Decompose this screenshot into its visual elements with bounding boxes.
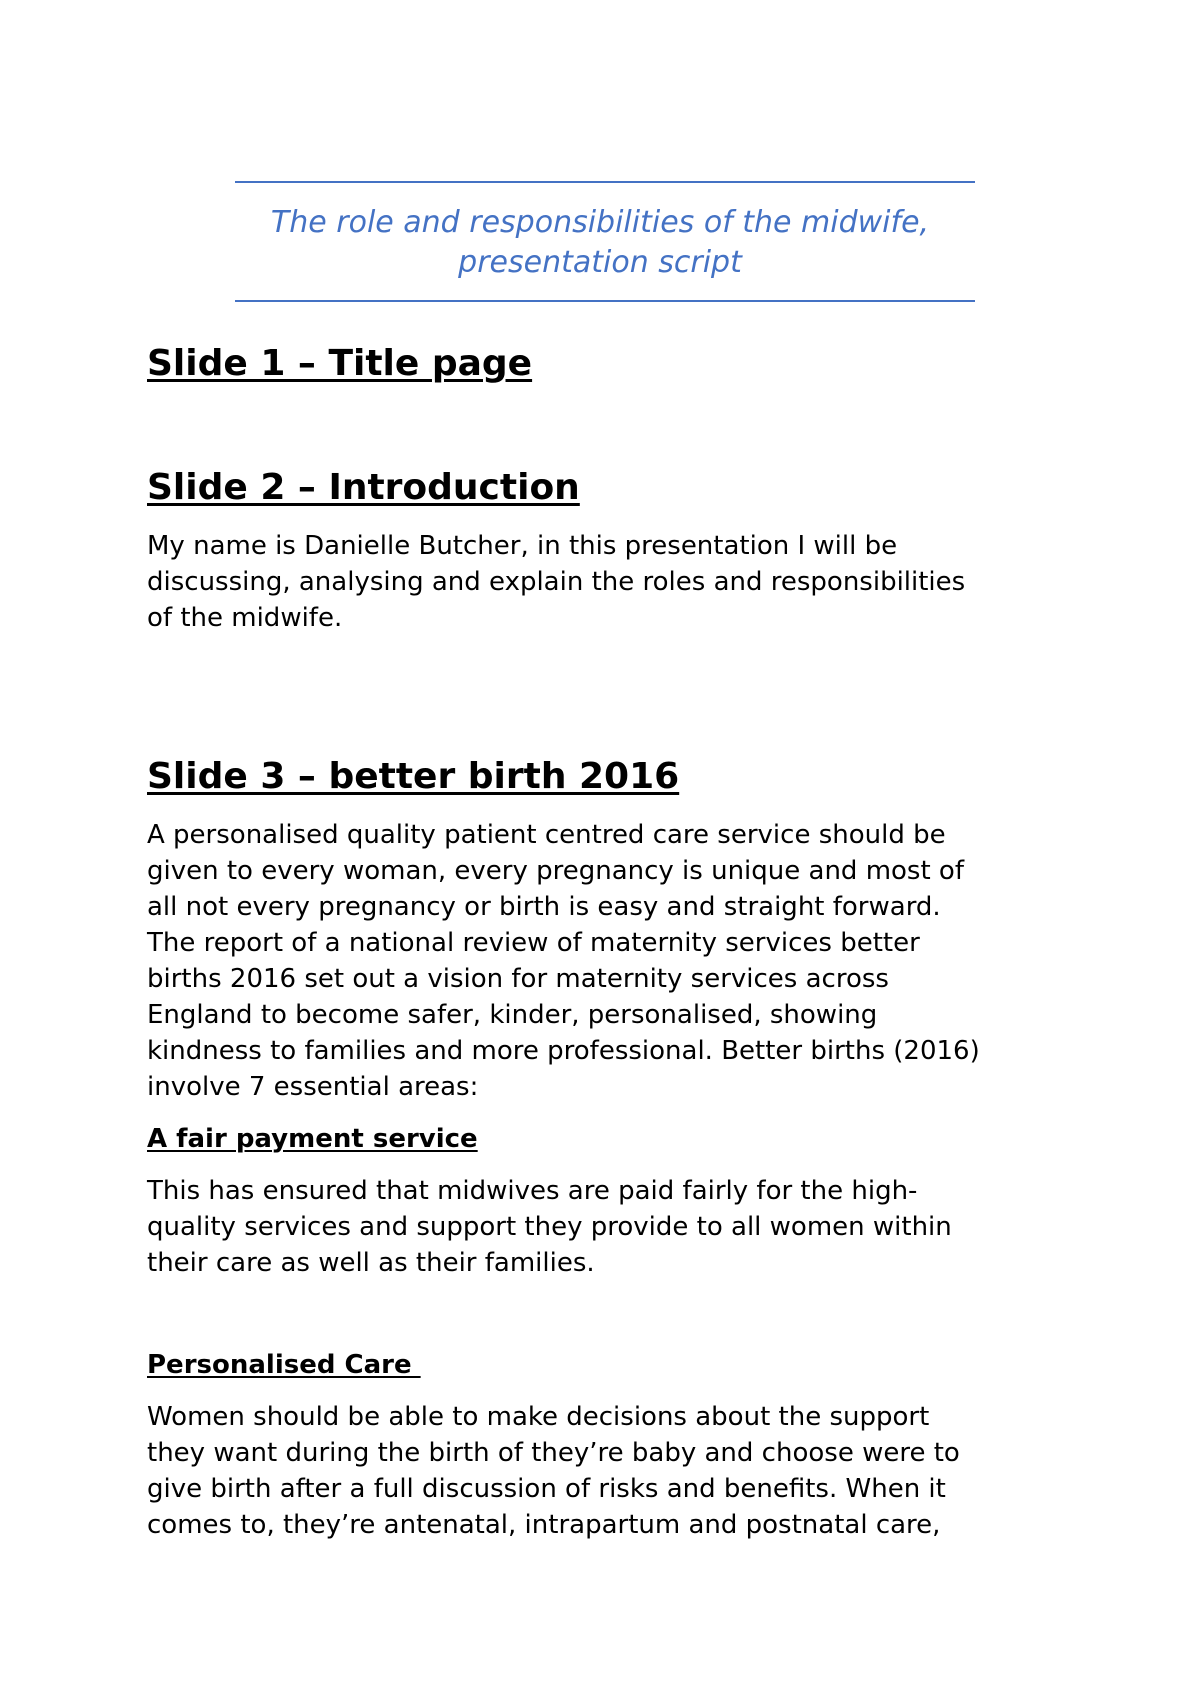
- slide-3-text-line: kindness to families and more professional. Better births (2016): [147, 1036, 980, 1066]
- fair-payment-heading: A fair payment service: [147, 1124, 478, 1154]
- title-bottom-rule: [235, 300, 975, 302]
- fair-payment-text-line: This has ensured that midwives are paid fairly for the high-: [147, 1176, 918, 1206]
- personalised-care-text-line: they want during the birth of they’re baby and choose were to: [147, 1438, 960, 1468]
- slide-3-text-line: all not every pregnancy or birth is easy and straight forward.: [147, 892, 941, 922]
- slide-3-text-line: births 2016 set out a vision for maternity services across: [147, 964, 889, 994]
- slide-1-heading: Slide 1 – Title page: [147, 343, 533, 384]
- document-title-line-2: presentation script: [458, 245, 742, 280]
- slide-3-text-line: involve 7 essential areas:: [147, 1072, 479, 1102]
- personalised-care-text-line: comes to, they’re antenatal, intrapartum and postnatal care,: [147, 1510, 941, 1540]
- personalised-care-text-line: give birth after a full discussion of risks and benefits. When it: [147, 1474, 946, 1504]
- slide-3-text-line: The report of a national review of maternity services better: [147, 928, 920, 958]
- slide-3-text-line: England to become safer, kinder, personalised, showing: [147, 1000, 878, 1030]
- slide-2-text-line: My name is Danielle Butcher, in this presentation I will be: [147, 531, 898, 561]
- fair-payment-text-line: their care as well as their families.: [147, 1248, 595, 1278]
- fair-payment-text-line: quality services and support they provide to all women within: [147, 1212, 952, 1242]
- slide-2-text-line: discussing, analysing and explain the roles and responsibilities: [147, 567, 966, 597]
- slide-2-heading: Slide 2 – Introduction: [147, 467, 580, 508]
- title-top-rule: [235, 181, 975, 183]
- personalised-care-heading: Personalised Care: [147, 1350, 421, 1380]
- slide-3-heading: Slide 3 – better birth 2016: [147, 756, 680, 797]
- slide-2-text-line: of the midwife.: [147, 603, 343, 633]
- slide-3-text-line: given to every woman, every pregnancy is unique and most of: [147, 856, 964, 886]
- document-title-line-1: The role and responsibilities of the midwife,: [270, 205, 930, 240]
- personalised-care-text-line: Women should be able to make decisions about the support: [147, 1402, 930, 1432]
- slide-3-text-line: A personalised quality patient centred care service should be: [147, 820, 946, 850]
